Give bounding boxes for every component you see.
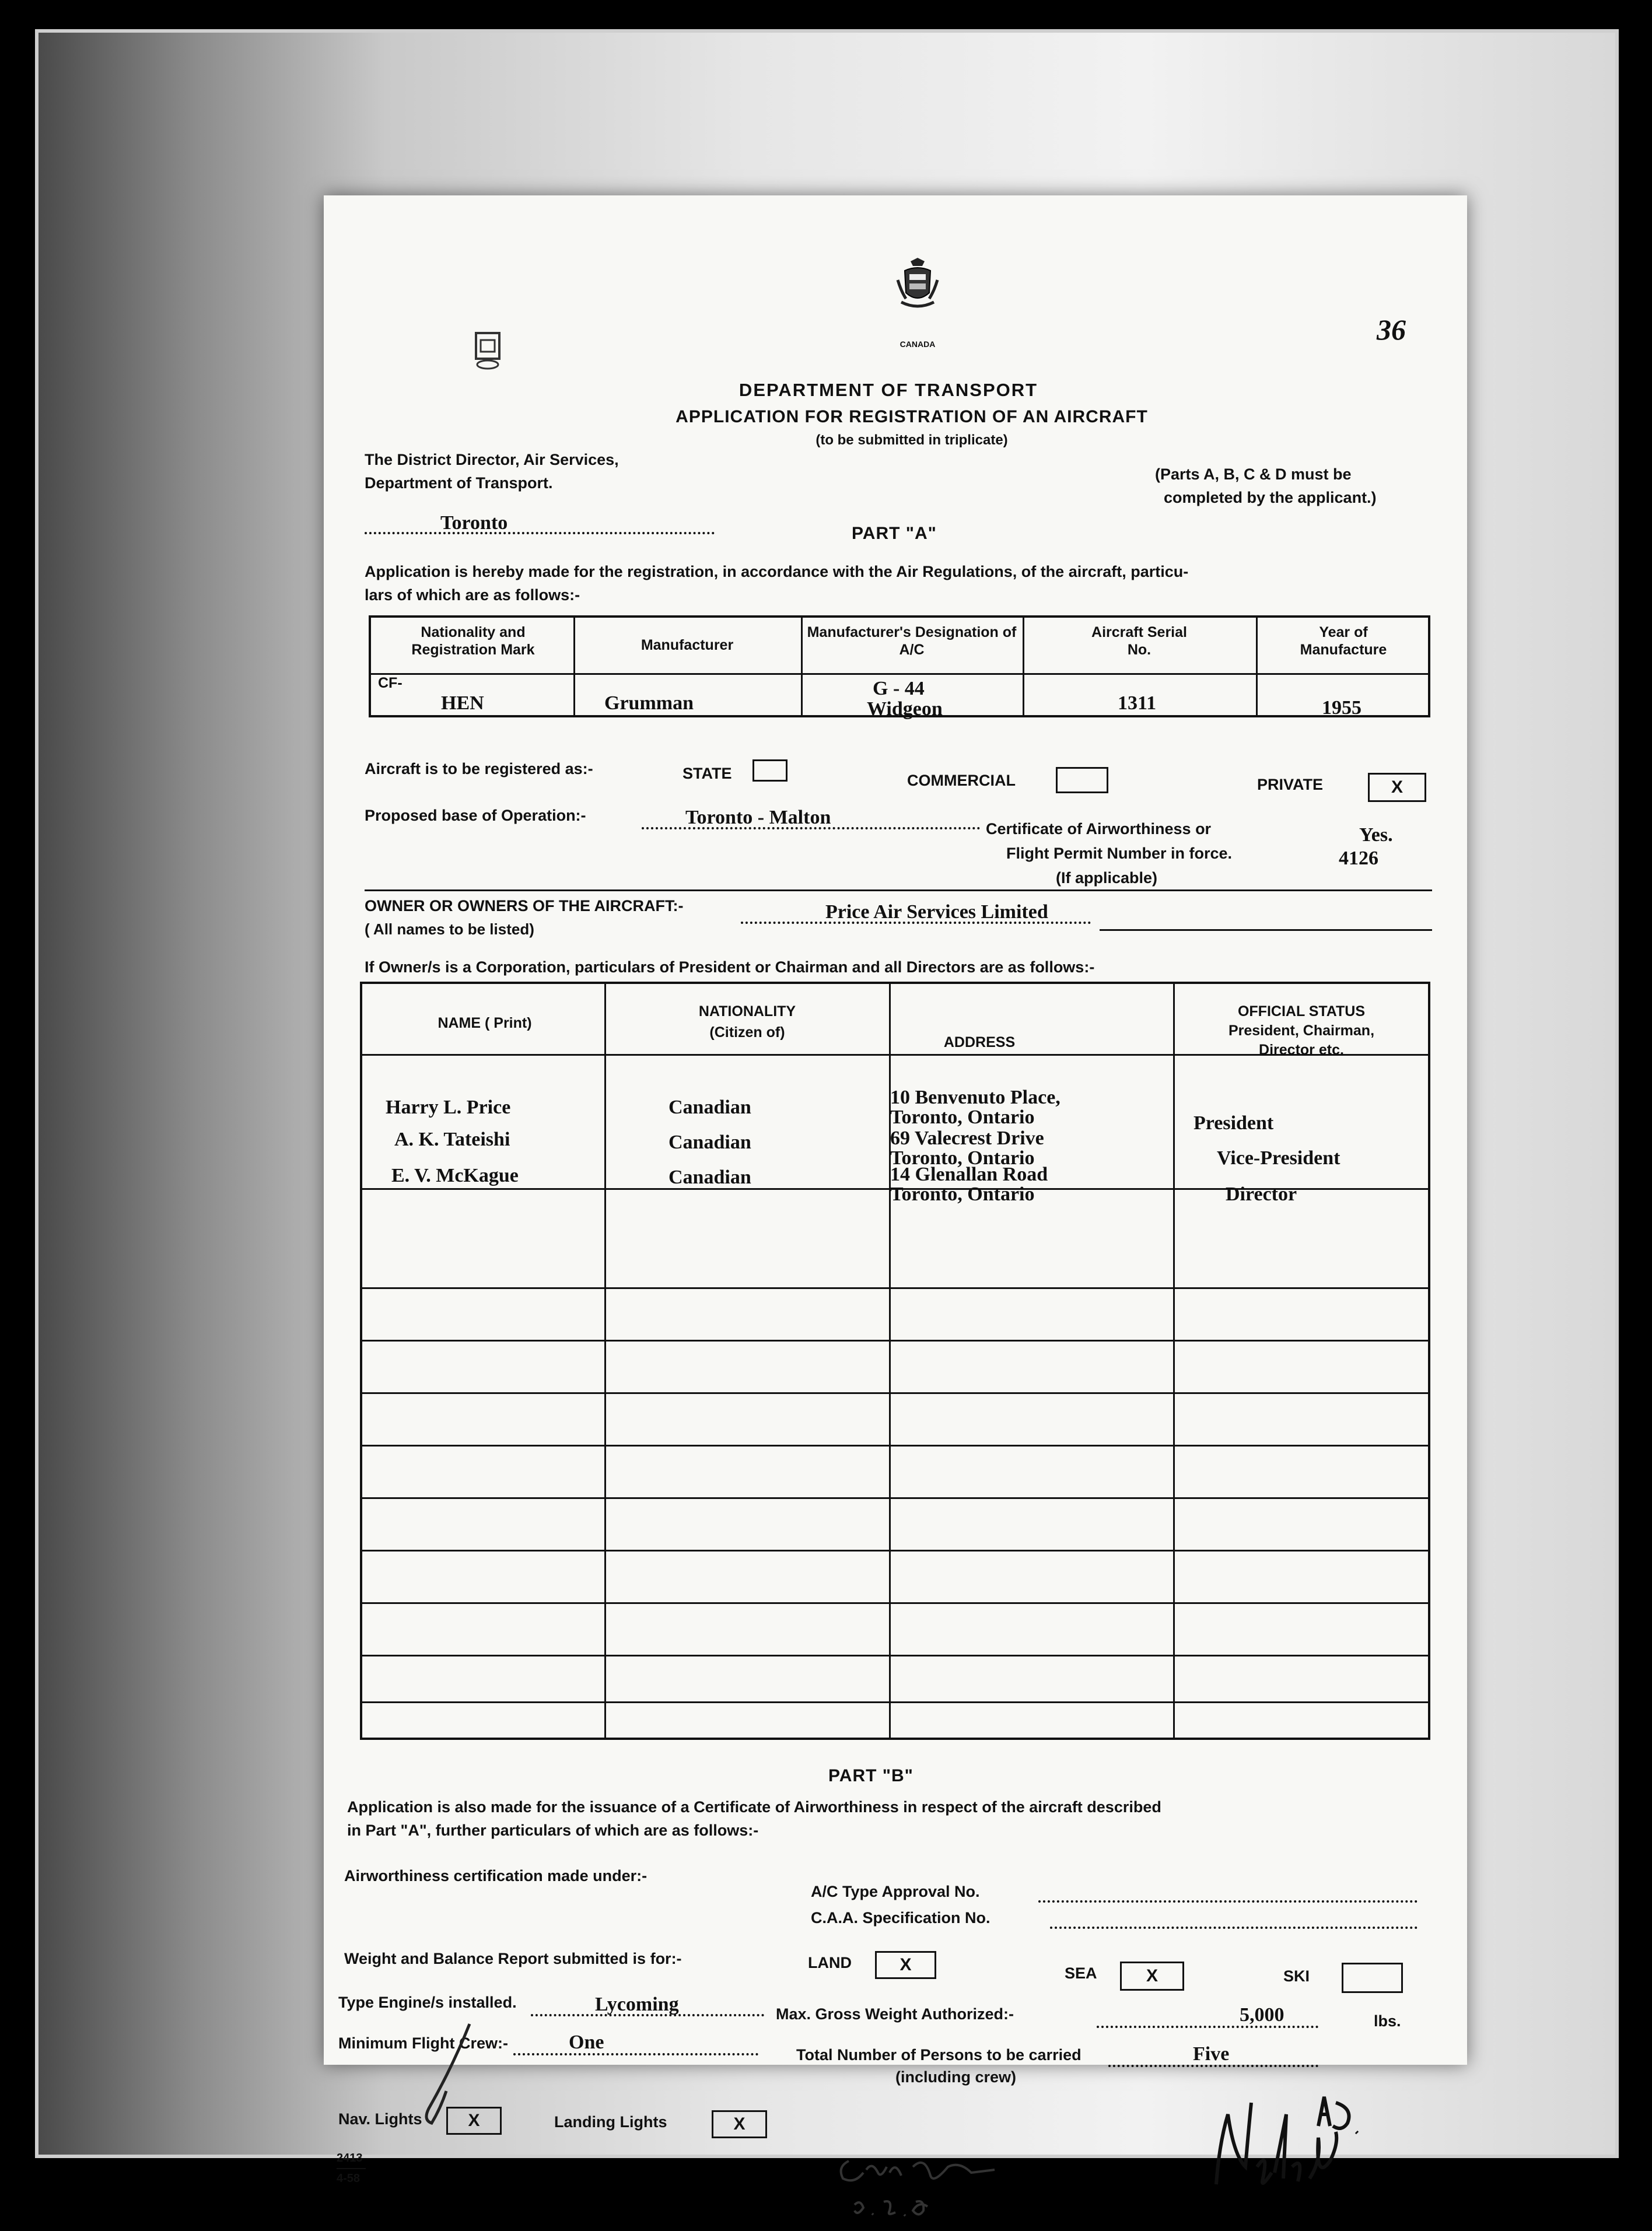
caa-specification-field[interactable] bbox=[1050, 1927, 1418, 1929]
max-gross-weight-label: Max. Gross Weight Authorized:- bbox=[776, 2005, 1014, 2023]
col-nationality-header: Nationality and Registration Mark bbox=[411, 624, 535, 658]
part-a-heading: PART "A" bbox=[852, 524, 937, 543]
directors-table bbox=[360, 982, 1430, 1740]
minimum-flight-crew-label: Minimum Flight Crew:- bbox=[338, 2034, 508, 2052]
manufacturer-value[interactable]: Grumman bbox=[604, 692, 694, 714]
col-name-header: NAME ( Print) bbox=[438, 1015, 532, 1031]
sea-label: SEA bbox=[1065, 1964, 1097, 1982]
handwritten-noted-signature bbox=[1205, 2079, 1368, 2219]
engine-type-label: Type Engine/s installed. bbox=[338, 1994, 517, 2011]
land-checkbox[interactable]: X bbox=[875, 1951, 936, 1979]
director-3-address-line-1[interactable]: 14 Glenallan Road bbox=[890, 1164, 1048, 1185]
part-b-intro-line-2: in Part "A", further particulars of which are as follows:- bbox=[347, 1822, 759, 1839]
engine-type-value[interactable]: Lycoming bbox=[595, 1994, 679, 2015]
private-label: PRIVATE bbox=[1257, 776, 1324, 793]
parts-note-line-2: completed by the applicant.) bbox=[1164, 489, 1377, 506]
owners-sublabel: ( All names to be listed) bbox=[365, 920, 534, 938]
certificate-value-line-2[interactable]: 4126 bbox=[1339, 847, 1378, 869]
handwritten-stroke bbox=[405, 2021, 475, 2138]
col-year-header: Year of Manufacture bbox=[1300, 624, 1387, 658]
total-persons-value[interactable]: Five bbox=[1193, 2043, 1230, 2065]
col-citizenship-header-line-2: (Citizen of) bbox=[709, 1024, 785, 1041]
commercial-label: COMMERCIAL bbox=[907, 772, 1016, 789]
part-b-intro-line-1: Application is also made for the issuance of a Certificate of Airworthiness in respect of the aircraft described bbox=[347, 1798, 1161, 1816]
state-checkbox[interactable] bbox=[752, 759, 788, 782]
director-1-address-line-1[interactable]: 10 Benvenuto Place, bbox=[890, 1087, 1060, 1108]
part-b-heading: PART "B" bbox=[828, 1766, 914, 1785]
certificate-label-line-2: Flight Permit Number in force. bbox=[1006, 845, 1233, 862]
emblem-caption: CANADA bbox=[900, 339, 936, 349]
private-checkbox[interactable]: X bbox=[1368, 773, 1426, 802]
department-title: DEPARTMENT OF TRANSPORT bbox=[738, 380, 1038, 400]
col-serial-header: Aircraft Serial No. bbox=[1091, 624, 1187, 658]
ski-label: SKI bbox=[1283, 1967, 1310, 1985]
nav-lights-label: Nav. Lights bbox=[338, 2110, 422, 2128]
aircraft-particulars-table bbox=[369, 615, 1430, 720]
ski-checkbox[interactable] bbox=[1342, 1963, 1403, 1993]
designation-value-line-1[interactable]: G - 44 bbox=[873, 678, 925, 699]
form-sheet bbox=[324, 195, 1467, 2185]
handwritten-initials-signature bbox=[831, 2144, 1018, 2231]
airworthiness-certification-label: Airworthiness certification made under:- bbox=[344, 1867, 648, 1885]
nav-lights-checkbox[interactable]: X bbox=[446, 2107, 502, 2135]
director-2-status[interactable]: Vice-President bbox=[1217, 1147, 1340, 1169]
col-designation-header: Manufacturer's Designation of A/C bbox=[807, 624, 1017, 658]
col-citizenship-header-line-1: NATIONALITY bbox=[698, 1003, 796, 1020]
director-1-nationality[interactable]: Canadian bbox=[668, 1097, 751, 1118]
form-title: APPLICATION FOR REGISTRATION OF AN AIRCRAFT bbox=[676, 407, 1148, 426]
addressee-line-1: The District Director, Air Services, bbox=[365, 451, 619, 468]
director-3-nationality[interactable]: Canadian bbox=[668, 1167, 751, 1188]
caa-specification-label: C.A.A. Specification No. bbox=[811, 1909, 991, 1927]
minimum-flight-crew-value[interactable]: One bbox=[569, 2032, 604, 2053]
director-2-address-line-1[interactable]: 69 Valecrest Drive bbox=[890, 1127, 1044, 1149]
landing-lights-label: Landing Lights bbox=[554, 2113, 667, 2131]
land-label: LAND bbox=[808, 1954, 852, 1971]
addressee-line-2: Department of Transport. bbox=[365, 474, 553, 492]
certificate-value-line-1[interactable]: Yes. bbox=[1359, 824, 1393, 846]
director-1-address-line-2[interactable]: Toronto, Ontario bbox=[890, 1106, 1035, 1128]
total-persons-label: Total Number of Persons to be carried bbox=[796, 2046, 1082, 2064]
year-value[interactable]: 1955 bbox=[1322, 697, 1362, 719]
certificate-label-line-1: Certificate of Airworthiness or bbox=[986, 820, 1212, 838]
commercial-checkbox[interactable] bbox=[1056, 767, 1108, 793]
form-subtitle: (to be submitted in triplicate) bbox=[816, 432, 1008, 448]
page-number: 36 bbox=[1377, 313, 1406, 346]
total-persons-sublabel: (including crew) bbox=[895, 2068, 1017, 2086]
nationality-prefix: CF- bbox=[378, 675, 402, 691]
owners-value[interactable]: Price Air Services Limited bbox=[825, 901, 1048, 923]
form-date: 4-58 bbox=[337, 2172, 360, 2185]
certificate-label-line-3: (If applicable) bbox=[1056, 869, 1158, 887]
type-approval-label: A/C Type Approval No. bbox=[811, 1883, 980, 1900]
col-status-header-line-3: Director etc. bbox=[1259, 1042, 1344, 1058]
registration-mark-value[interactable]: HEN bbox=[441, 692, 484, 714]
director-3-status[interactable]: Director bbox=[1226, 1183, 1297, 1205]
director-1-name[interactable]: Harry L. Price bbox=[386, 1097, 511, 1118]
state-label: STATE bbox=[682, 765, 732, 782]
parts-note-line-1: (Parts A, B, C & D must be bbox=[1155, 465, 1352, 483]
col-status-header-line-2: President, Chairman, bbox=[1228, 1022, 1375, 1039]
col-status-header-line-1: OFFICIAL STATUS bbox=[1237, 1003, 1366, 1020]
type-approval-field[interactable] bbox=[1038, 1900, 1418, 1903]
weight-balance-label: Weight and Balance Report submitted is for:- bbox=[344, 1950, 682, 1967]
place-field[interactable]: Toronto bbox=[440, 512, 508, 534]
director-3-name[interactable]: E. V. McKague bbox=[391, 1165, 519, 1186]
director-3-address-line-2[interactable]: Toronto, Ontario bbox=[890, 1183, 1035, 1205]
col-manufacturer-header: Manufacturer bbox=[640, 637, 734, 653]
canada-coat-of-arms-icon bbox=[894, 257, 941, 330]
col-address-header: ADDRESS bbox=[943, 1034, 1016, 1050]
stamp-icon bbox=[473, 330, 505, 370]
registered-as-label: Aircraft is to be registered as:- bbox=[365, 760, 593, 777]
base-of-operation-label: Proposed base of Operation:- bbox=[365, 807, 586, 824]
landing-lights-checkbox[interactable]: X bbox=[712, 2110, 767, 2138]
serial-value[interactable]: 1311 bbox=[1118, 692, 1157, 714]
director-2-address-line-2[interactable]: Toronto, Ontario bbox=[890, 1147, 1035, 1169]
sea-checkbox[interactable]: X bbox=[1120, 1962, 1184, 1991]
designation-value-line-2[interactable]: Widgeon bbox=[867, 698, 943, 720]
form-number: 2413 bbox=[337, 2152, 363, 2165]
director-1-status[interactable]: President bbox=[1194, 1112, 1274, 1134]
owners-label: OWNER OR OWNERS OF THE AIRCRAFT:- bbox=[365, 897, 684, 915]
director-2-nationality[interactable]: Canadian bbox=[668, 1132, 751, 1153]
corporation-intro: If Owner/s is a Corporation, particulars of President or Chairman and all Directors are as follows:- bbox=[365, 958, 1095, 976]
part-a-intro-line-1: Application is hereby made for the registration, in accordance with the Air Regulations, of the aircraft, particu- bbox=[365, 563, 1189, 580]
max-gross-weight-unit: lbs. bbox=[1374, 2012, 1401, 2030]
max-gross-weight-value[interactable]: 5,000 bbox=[1240, 2004, 1284, 2026]
part-a-intro-line-2: lars of which are as follows:- bbox=[365, 586, 580, 604]
director-2-name[interactable]: A. K. Tateishi bbox=[394, 1129, 510, 1150]
base-of-operation-value[interactable]: Toronto - Malton bbox=[685, 807, 831, 828]
